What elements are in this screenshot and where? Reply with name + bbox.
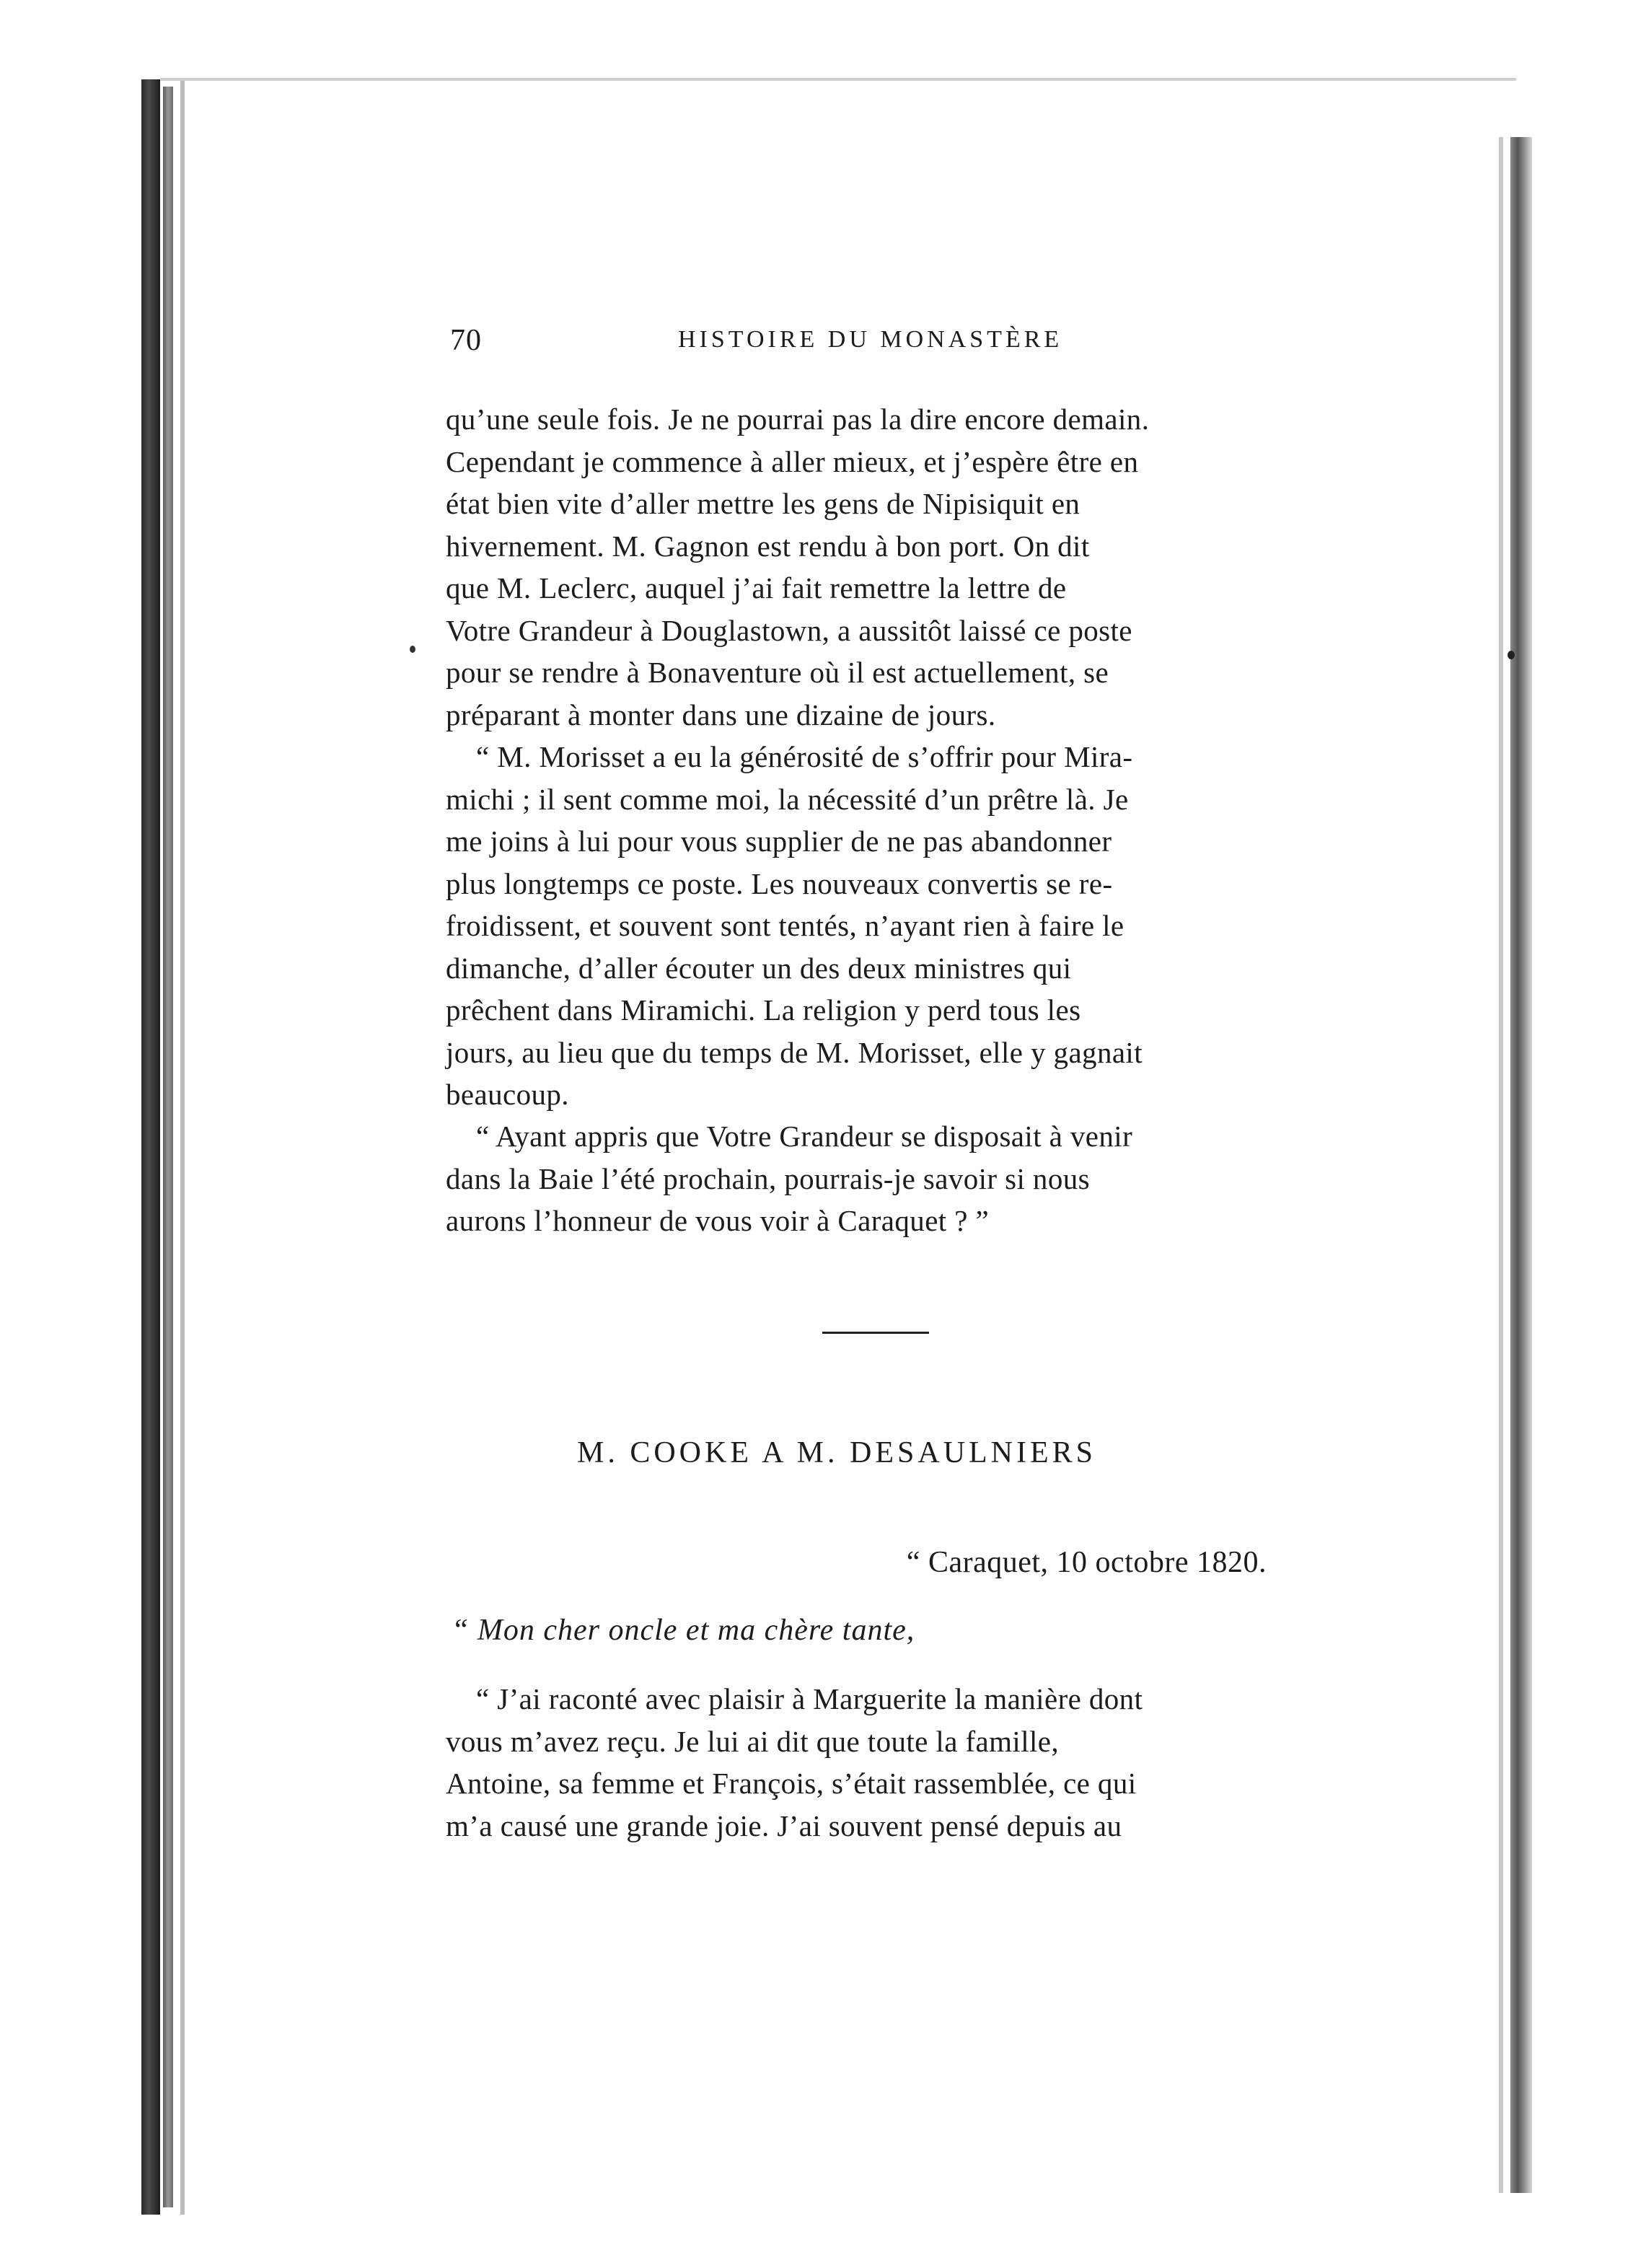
next-leaf-edge [1510, 137, 1532, 2193]
page-right-edge-line [1499, 137, 1503, 2193]
text-line: hivernement. M. Gagnon est rendu à bon port. On dit [446, 529, 1090, 563]
section-title: M. COOKE A M. DESAULNIERS [576, 1436, 1097, 1469]
text-line: Votre Grandeur à Douglastown, a aussitôt laissé ce poste [446, 613, 1132, 647]
text-line: Cependant je commence à aller mieux, et j’espère être en [446, 444, 1139, 478]
text-line: vous m’avez reçu. Je lui ai dit que toute la famille, [446, 1724, 1060, 1758]
text-line: prêchent dans Miramichi. La religion y perd tous les [446, 993, 1081, 1027]
scan-speck [410, 646, 415, 653]
text-line: qu’une seule fois. Je ne pourrai pas la dire encore demain. [446, 403, 1150, 436]
book-binding-edge [141, 79, 160, 2215]
page-number: 70 [450, 324, 482, 357]
text-line: me joins à lui pour vous supplier de ne pas abandonner [446, 825, 1112, 858]
text-line: pour se rendre à Bonaventure où il est actuellement, se [446, 656, 1109, 689]
text-line: dans la Baie l’été prochain, pourrais-je savoir si nous [446, 1161, 1090, 1195]
text-line: m’a causé une grande joie. J’ai souvent pensé depuis au [446, 1808, 1122, 1842]
paragraph-continuation [446, 398, 1307, 736]
page-gutter-line [180, 79, 185, 2215]
text-line: “ J’ai raconté avec plaisir à Marguerite la manière dont [476, 1682, 1143, 1715]
text-line: Antoine, sa femme et François, s’était rassemblée, ce qui [446, 1767, 1137, 1800]
text-line: plus longtemps ce poste. Les nouveaux convertis se re- [446, 866, 1113, 900]
book-binding-inner [163, 87, 173, 2207]
page-top-edge [160, 78, 1516, 81]
text-line: “ M. Morisset a eu la générosité de s’offrir pour Mira- [476, 740, 1133, 773]
text-line: préparant à monter dans une dizaine de jours. [446, 698, 996, 731]
text-line: état bien vite d’aller mettre les gens de Nipisiquit en [446, 487, 1080, 520]
letter-dateline: “ Caraquet, 10 octobre 1820. [906, 1546, 1267, 1579]
paragraph-miramichi [446, 736, 1307, 1116]
paragraph-caraquet [446, 1115, 1307, 1242]
letter-salutation: “ Mon cher oncle et ma chère tante, [452, 1614, 915, 1647]
paragraph-letter-opening [446, 1678, 1307, 1847]
text-line: aurons l’honneur de vous voir à Caraquet ? ” [446, 1204, 990, 1237]
text-line: jours, au lieu que du temps de M. Morisset, elle y gagnait [446, 1035, 1143, 1069]
text-line: michi ; il sent comme moi, la nécessité d’un prêtre là. Je [446, 782, 1129, 816]
text-line: que M. Leclerc, auquel j’ai fait remettre la lettre de [446, 571, 1067, 605]
running-head: HISTOIRE DU MONASTÈRE [678, 326, 1063, 353]
section-separator [822, 1332, 929, 1334]
text-line: “ Ayant appris que Votre Grandeur se disposait à venir [476, 1120, 1133, 1153]
text-line: froidissent, et souvent sont tentés, n’ayant rien à faire le [446, 909, 1124, 942]
scan-speck [1507, 651, 1515, 659]
text-line: beaucoup. [446, 1078, 569, 1111]
text-line: dimanche, d’aller écouter un des deux ministres qui [446, 951, 1072, 985]
